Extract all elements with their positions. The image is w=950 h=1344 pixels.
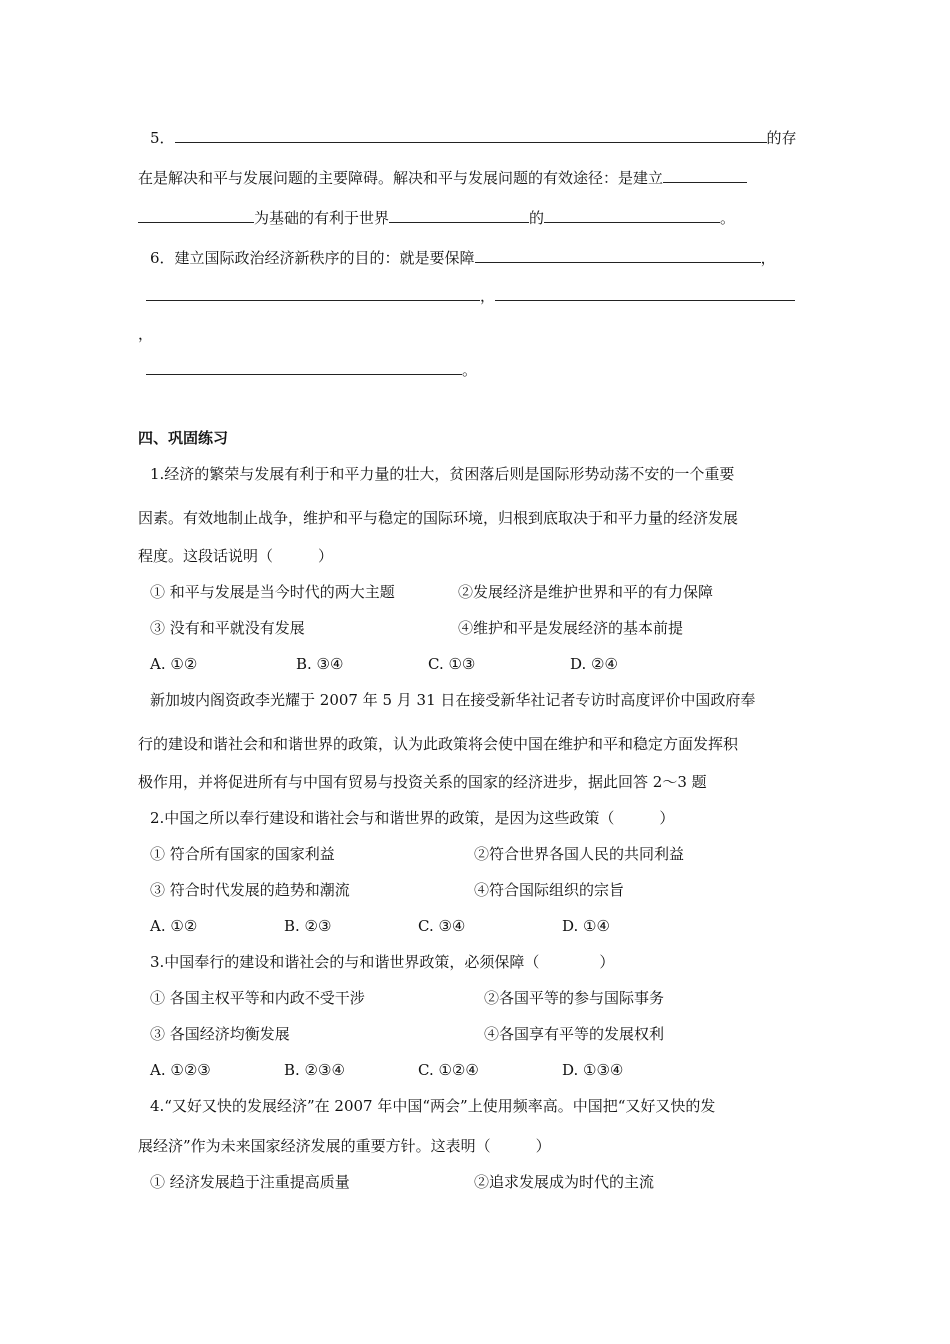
q1-choice-c[interactable]: C. ①③ bbox=[428, 655, 476, 673]
q3-choice-d[interactable]: D. ①③④ bbox=[562, 1061, 624, 1079]
q5-line2 bbox=[138, 168, 747, 188]
q5-text-2: 在是解决和平与发展问题的主要障碍。解决和平与发展问题的有效途径：是建立 bbox=[138, 169, 664, 187]
q3-choice-a[interactable]: A. ①②③ bbox=[150, 1061, 211, 1079]
q6-line3 bbox=[138, 324, 153, 344]
q1-text-2: 因素。有效地制止战争，维护和平与稳定的国际环境，归根到底取决于和平力量的经济发展 bbox=[138, 509, 739, 527]
q2-text-1: 2.中国之所以奉行建设和谐社会与和谐世界的政策，是因为这些政策（ ） bbox=[150, 809, 675, 827]
q5-text-1: 的存 bbox=[766, 129, 797, 147]
q6-blank-4[interactable] bbox=[146, 360, 462, 375]
q6-blank-2[interactable] bbox=[146, 286, 480, 301]
q6-blank-3[interactable] bbox=[495, 286, 795, 301]
q6-text-1: 建立国际政治经济新秩序的目的：就是要保障 bbox=[174, 249, 475, 267]
q6-line2 bbox=[146, 286, 795, 306]
q5-blank-2[interactable] bbox=[663, 168, 747, 183]
q5-text-3: 为基础的有利于世界 bbox=[254, 209, 390, 227]
intro-text-3: 极作用，并将促进所有与中国有贸易与投资关系的国家的经济进步，据此回答 2～3 题 bbox=[138, 773, 707, 791]
q6-end: 。 bbox=[462, 361, 478, 379]
q3-option-2: ②各国平等的参与国际事务 bbox=[484, 989, 665, 1007]
q6-comma-2: ， bbox=[480, 287, 496, 305]
q5-blank-1[interactable] bbox=[175, 128, 767, 143]
q2-choice-b[interactable]: B. ②③ bbox=[284, 917, 332, 935]
q5-blank-5[interactable] bbox=[544, 208, 720, 223]
q6-number: 6． bbox=[150, 249, 175, 267]
q5-number: 5． bbox=[150, 129, 175, 147]
q2-choice-d[interactable]: D. ①④ bbox=[562, 917, 610, 935]
q1-choice-d[interactable]: D. ②④ bbox=[570, 655, 618, 673]
q1-option-3: ③ 没有和平就没有发展 bbox=[150, 619, 305, 637]
q5-blank-3[interactable] bbox=[138, 208, 254, 223]
q6-comma-1: ， bbox=[760, 249, 776, 267]
q2-choice-a[interactable]: A. ①② bbox=[150, 917, 198, 935]
intro-text-2: 行的建设和谐社会和和谐世界的政策，认为此政策将会使中国在维护和平和稳定方面发挥积 bbox=[138, 735, 739, 753]
q1-option-2: ②发展经济是维护世界和平的有力保障 bbox=[458, 583, 714, 601]
q5-line3 bbox=[138, 208, 735, 228]
q4-option-2: ②追求发展成为时代的主流 bbox=[474, 1173, 655, 1191]
q4-option-1: ① 经济发展趋于注重提高质量 bbox=[150, 1173, 350, 1191]
q5-text-4: 的 bbox=[529, 209, 545, 227]
q3-option-3: ③ 各国经济均衡发展 bbox=[150, 1025, 290, 1043]
q1-option-1: ① 和平与发展是当今时代的两大主题 bbox=[150, 583, 395, 601]
q6-line1 bbox=[150, 248, 776, 268]
q1-text-3: 程度。这段话说明（ ） bbox=[138, 547, 334, 565]
q2-option-2: ②符合世界各国人民的共同利益 bbox=[474, 845, 685, 863]
q3-option-1: ① 各国主权平等和内政不受干涉 bbox=[150, 989, 365, 1007]
q6-line4 bbox=[146, 360, 477, 380]
q6-blank-1[interactable] bbox=[475, 248, 761, 263]
q3-option-4: ④各国享有平等的发展权利 bbox=[484, 1025, 665, 1043]
q1-choice-b[interactable]: B. ③④ bbox=[296, 655, 344, 673]
intro-text-1: 新加坡内阁资政李光耀于 2007 年 5 月 31 日在接受新华社记者专访时高度评价中国政府奉 bbox=[150, 691, 756, 709]
q6-comma-3: ， bbox=[138, 325, 154, 343]
section-title: 四、巩固练习 bbox=[138, 429, 229, 447]
q4-text-2: 展经济”作为未来国家经济发展的重要方针。这表明（ ） bbox=[138, 1137, 551, 1155]
q5-text-5: 。 bbox=[720, 209, 736, 227]
q2-option-1: ① 符合所有国家的国家利益 bbox=[150, 845, 335, 863]
q2-option-4: ④符合国际组织的宗旨 bbox=[474, 881, 625, 899]
q2-option-3: ③ 符合时代发展的趋势和潮流 bbox=[150, 881, 350, 899]
q4-text-1: 4.“又好又快的发展经济”在 2007 年中国“两会”上使用频率高。中国把“又好又快的发 bbox=[150, 1097, 716, 1115]
q3-choice-c[interactable]: C. ①②④ bbox=[418, 1061, 479, 1079]
q3-text-1: 3.中国奉行的建设和谐社会的与和谐世界政策，必须保障（ ） bbox=[150, 953, 615, 971]
q1-choice-a[interactable]: A. ①② bbox=[150, 655, 198, 673]
q1-option-4: ④维护和平是发展经济的基本前提 bbox=[458, 619, 684, 637]
q1-text-1: 1.经济的繁荣与发展有利于和平力量的壮大，贫困落后则是国际形势动荡不安的一个重要 bbox=[150, 465, 735, 483]
q5-blank-4[interactable] bbox=[389, 208, 529, 223]
q3-choice-b[interactable]: B. ②③④ bbox=[284, 1061, 345, 1079]
q5-line1 bbox=[150, 128, 797, 148]
q2-choice-c[interactable]: C. ③④ bbox=[418, 917, 466, 935]
